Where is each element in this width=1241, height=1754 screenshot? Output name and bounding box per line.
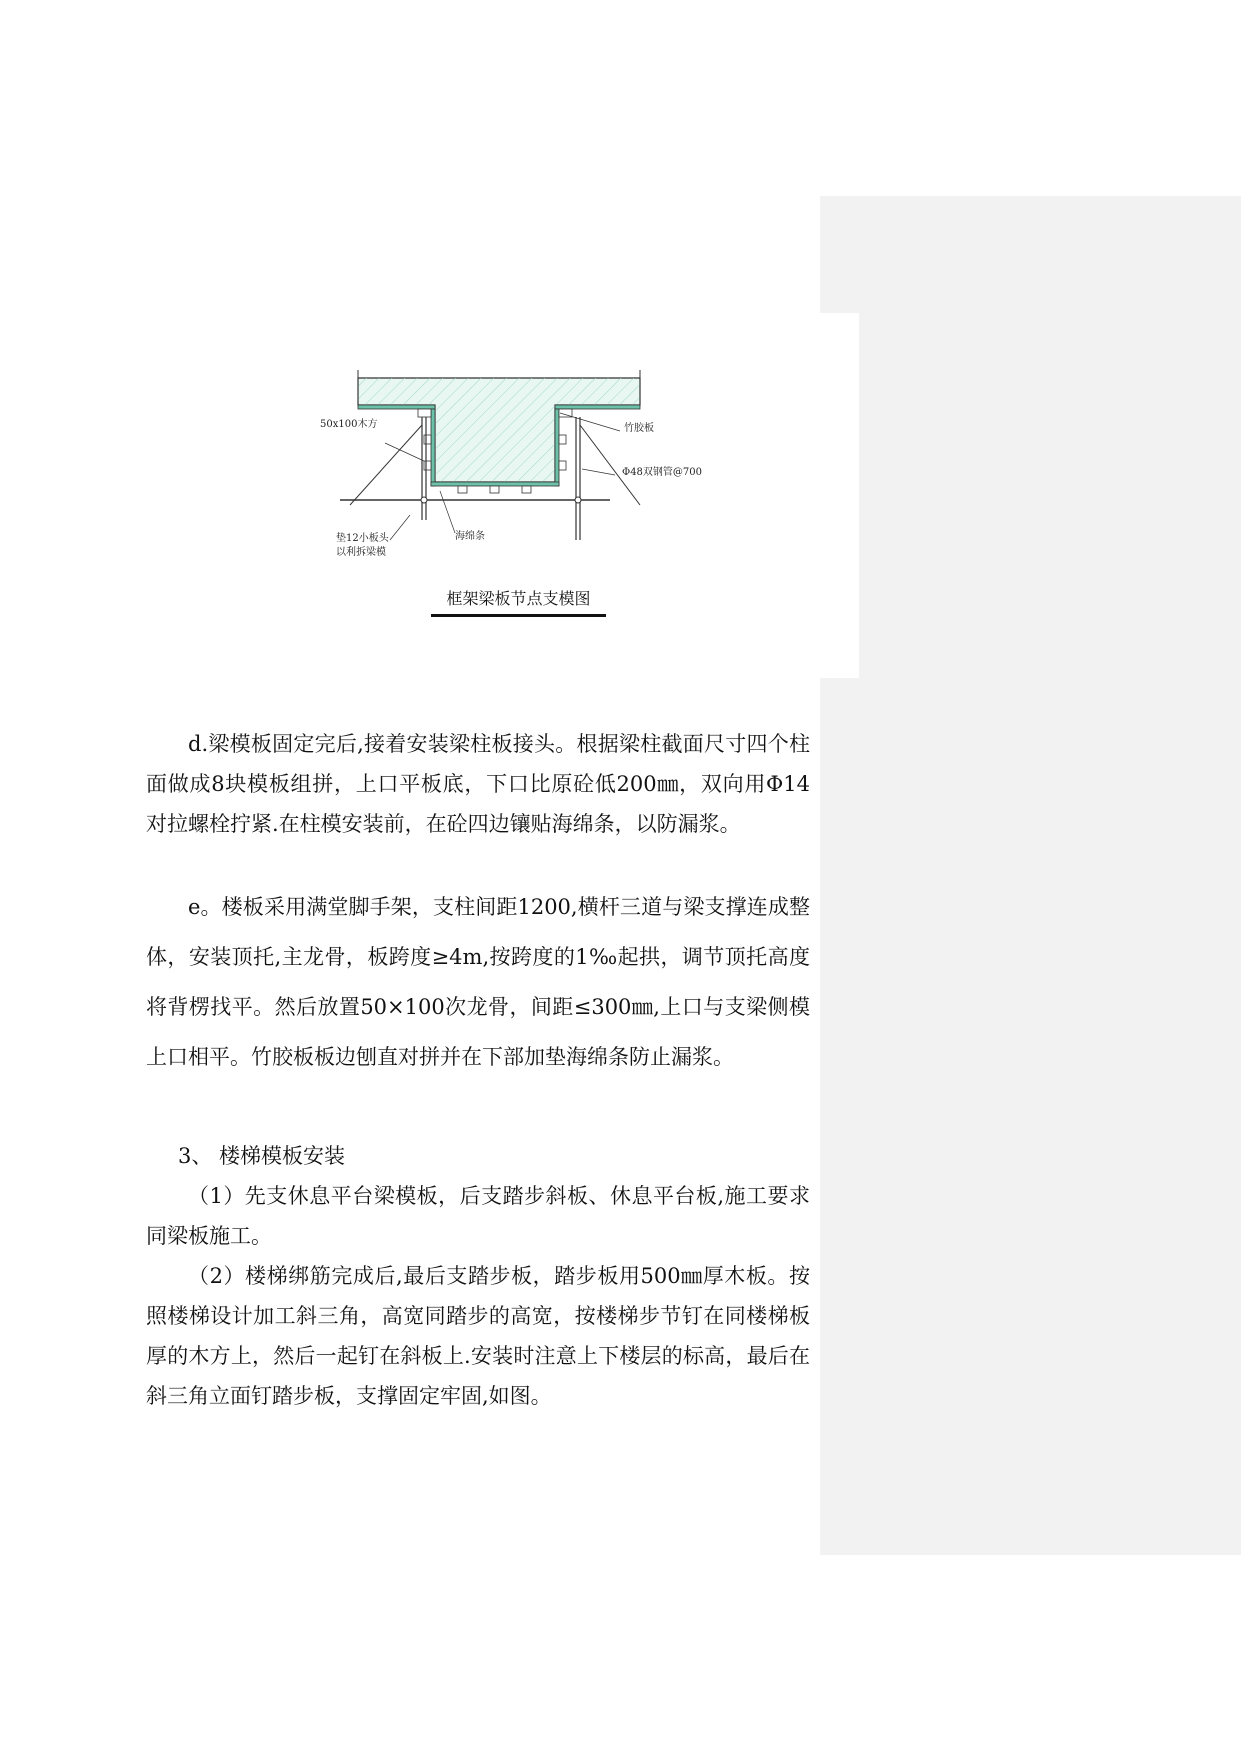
label-pad-line2: 以利拆梁模 — [336, 547, 386, 558]
label-bamboo-board: 竹胶板 — [624, 423, 654, 434]
label-timber: 50x100木方 — [320, 419, 378, 430]
paragraph-step-2: （2）楼梯绑筋完成后,最后支踏步板，踏步板用500㎜厚木板。按照楼梯设计加工斜三角，高宽同踏步的高宽，按楼梯步节钉在同楼梯板厚的木方上，然后一起钉在斜板上.安装时注意上下楼层的标高，最后在斜三角立面钉踏步板，支撑固定牢固,如图。 — [146, 1264, 810, 1408]
formwork-diagram — [290, 365, 760, 580]
comment-margin-panel — [820, 313, 1241, 1555]
slab-formwork-right — [555, 405, 640, 409]
comment-margin-panel-top — [820, 196, 1241, 313]
slab-formwork-left — [358, 405, 435, 409]
caption-underline — [431, 614, 606, 617]
beam-side-form-left — [431, 409, 435, 486]
label-sponge: 海绵条 — [455, 531, 485, 542]
paragraph-step-1: （1）先支休息平台梁模板，后支踏步斜板、休息平台板,施工要求同梁板施工。 — [146, 1184, 810, 1248]
beam-bottom-form — [431, 482, 559, 486]
label-steel-pipe: Φ48双钢管@700 — [622, 467, 703, 478]
beam-side-form-right — [555, 409, 559, 486]
paragraph-d: d.梁模板固定完后,接着安装梁柱板接头。根据梁柱截面尺寸四个柱面做成8块模板组拼，上口平板底，下口比原砼低200㎜，双向用Φ14对拉螺栓拧紧.在柱模安装前，在砼四边镶贴海绵条，以防漏浆。 — [146, 732, 810, 836]
label-pad-line1: 垫12小板头 — [336, 533, 389, 544]
figure-caption: 框架梁板节点支模图 — [446, 589, 591, 608]
section-heading-3: 3、 楼梯模板安装 — [178, 1144, 346, 1168]
comment-margin-cutout — [820, 313, 859, 678]
paragraph-e: e。楼板采用满堂脚手架，支柱间距1200,横杆三道与梁支撑连成整体，安装顶托,主龙骨，板跨度≥4m,按跨度的1‰起拱，调节顶托高度将背楞找平。然后放置50×100次龙骨，间距≤300㎜,上口与支梁侧模上口相平。竹胶板板边刨直对拼并在下部加垫海绵条防止漏浆。 — [146, 895, 810, 1069]
